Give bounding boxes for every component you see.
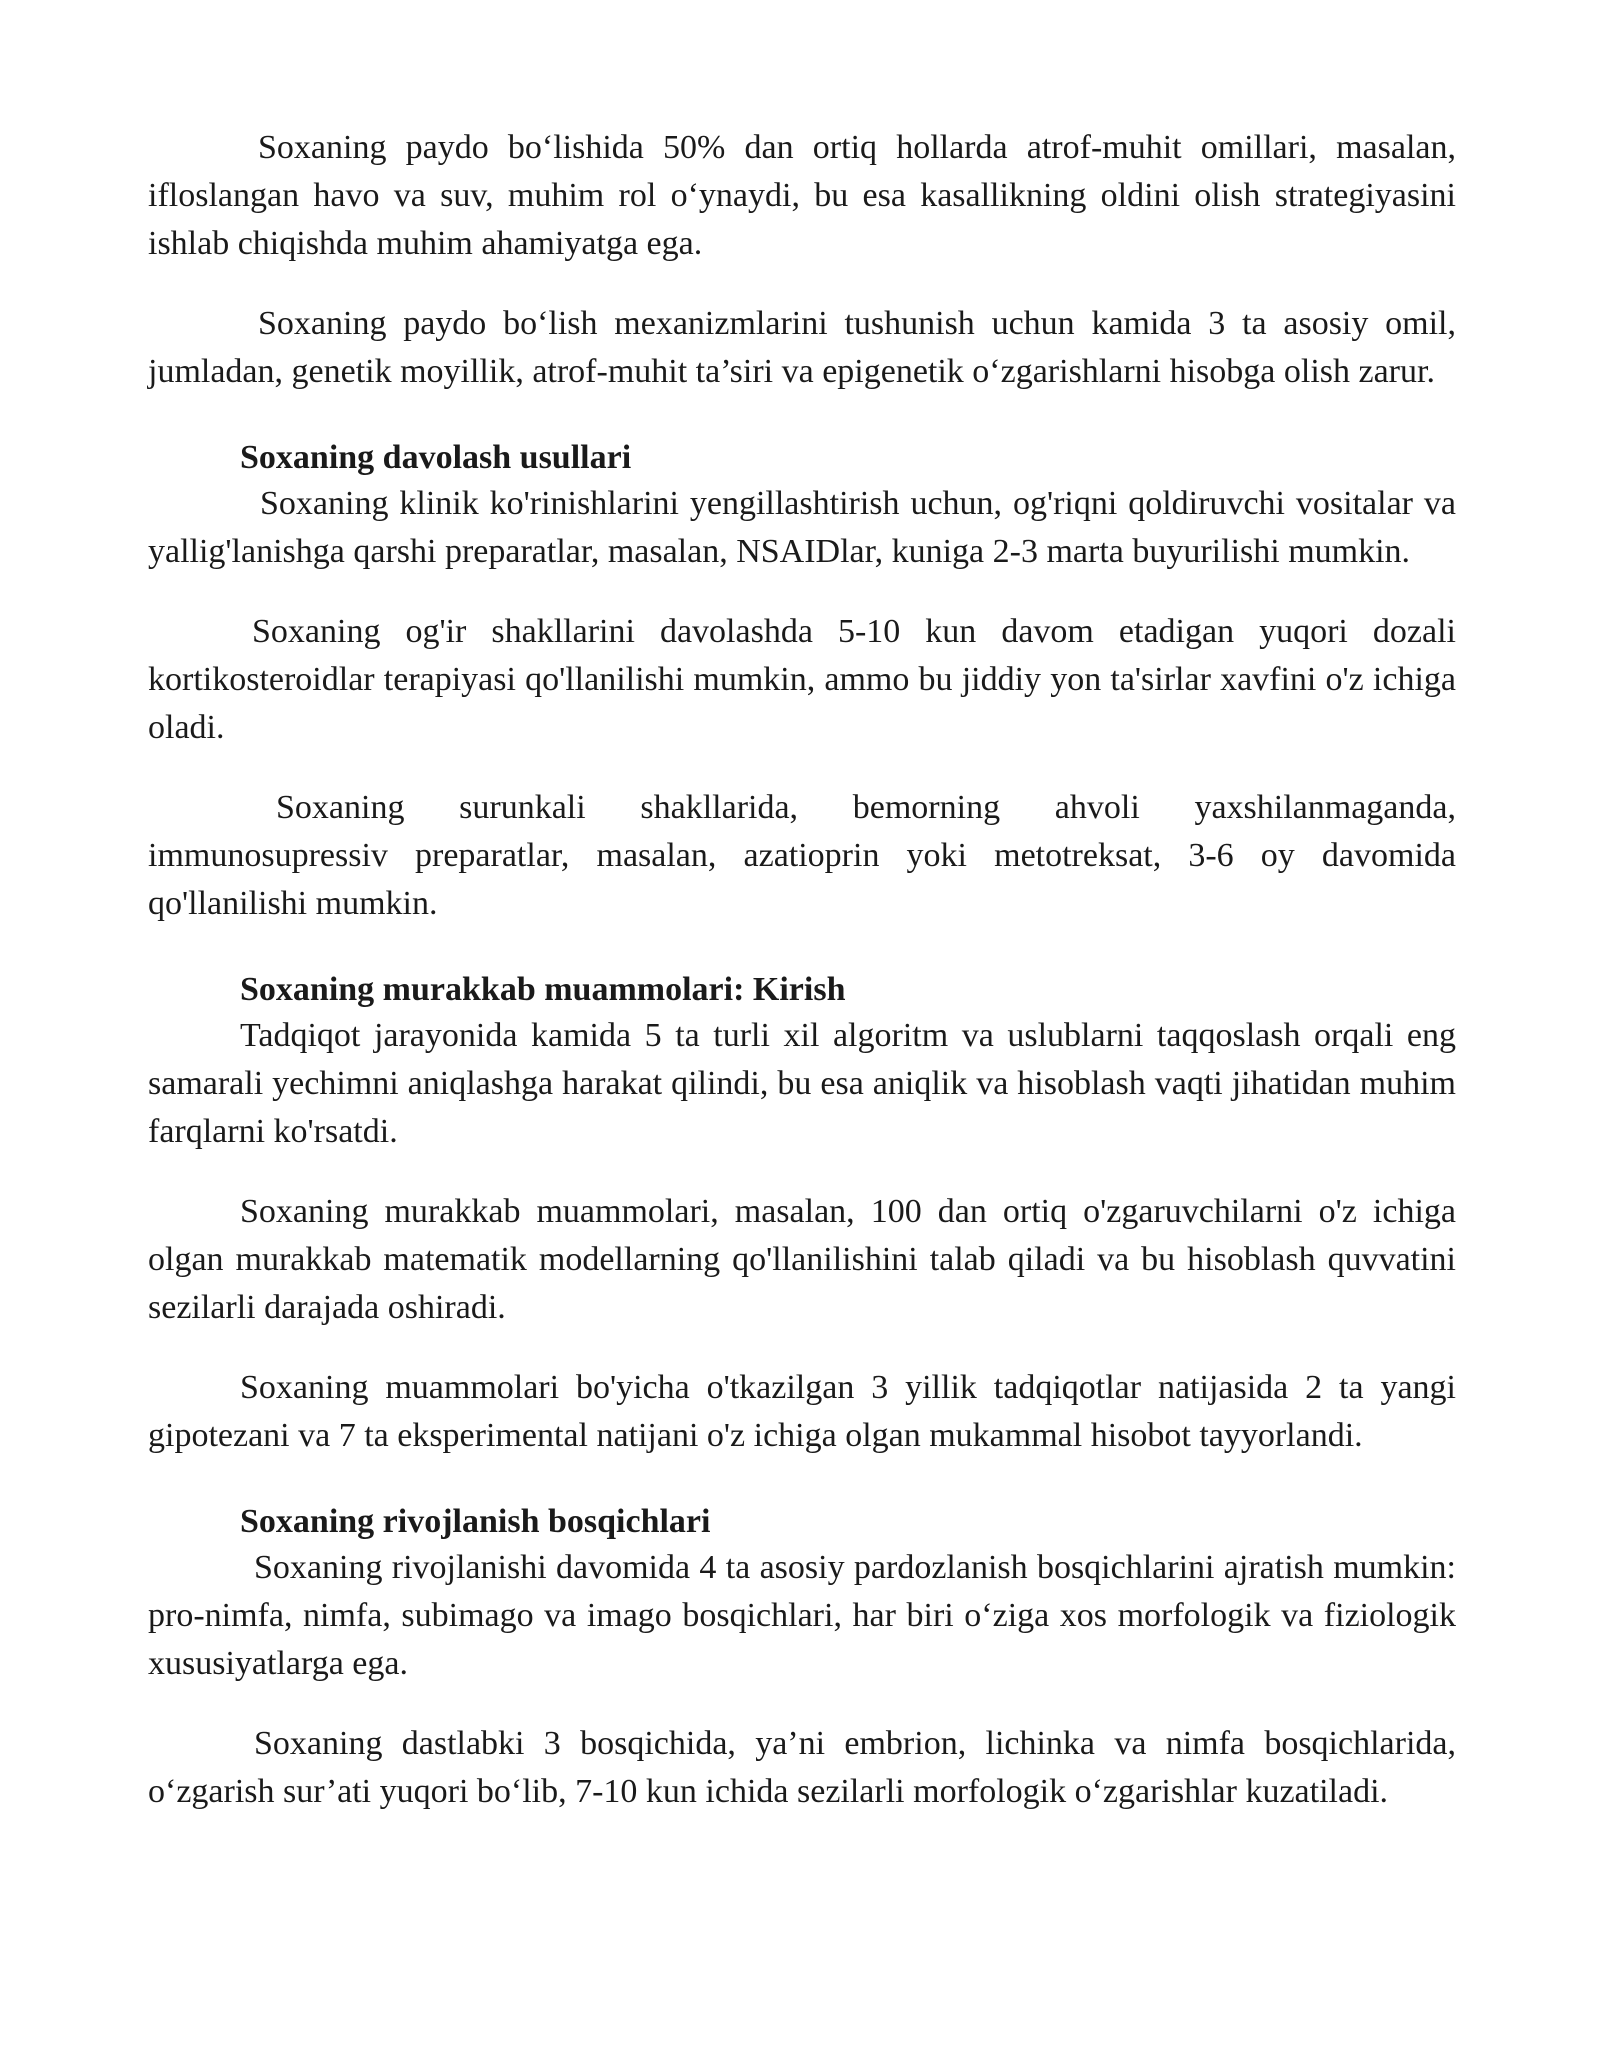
paragraph: Soxaning murakkab muammolari, masalan, 100 dan ortiq o'zgaruvchilarni o'z ichiga olgan murakkab matematik modellarning qo'llanilishini talab qiladi va bu hisoblash quvvatini sezilarli darajada oshiradi.	[148, 1193, 1456, 1326]
section-heading: Soxaning murakkab muammolari: Kirish	[240, 971, 846, 1008]
paragraph: Soxaning paydo bo‘lish mexanizmlarini tushunish uchun kamida 3 ta asosiy omil, jumladan, genetik moyillik, atrof-muhit ta’siri va epigenetik o‘zgarishlarni hisobga olish zarur.	[148, 305, 1456, 390]
paragraph: Soxaning muammolari bo'yicha o'tkazilgan 3 yillik tadqiqotlar natijasida 2 ta yangi gipotezani va 7 ta eksperimental natijani o'z ichiga olgan mukammal hisobot tayyorlandi.	[148, 1369, 1456, 1454]
section-heading: Soxaning davolash usullari	[240, 439, 632, 476]
section-heading: Soxaning rivojlanish bosqichlari	[240, 1503, 711, 1540]
paragraph: Soxaning rivojlanishi davomida 4 ta asosiy pardozlanish bosqichlarini ajratish mumkin: pro-nimfa, nimfa, subimago va imago bosqichlari, har biri o‘ziga xos morfologik va fiziologik xususiyatlarga ega.	[148, 1549, 1456, 1682]
paragraph: Soxaning surunkali shakllarida, bemorning ahvoli yaxshilanmaganda, immunosupressiv preparatlar, masalan, azatioprin yoki metotreksat, 3-6 oy davomida qo'llanilishi mumkin.	[148, 789, 1456, 922]
paragraph: Soxaning paydo bo‘lishida 50% dan ortiq hollarda atrof-muhit omillari, masalan, ifloslangan havo va suv, muhim rol o‘ynaydi, bu esa kasallikning oldini olish strategiyasini ishlab chiqishda muhim ahamiyatga ega.	[148, 129, 1456, 262]
paragraph: Soxaning og'ir shakllarini davolashda 5-10 kun davom etadigan yuqori dozali kortikosteroidlar terapiyasi qo'llanilishi mumkin, ammo bu jiddiy yon ta'sirlar xavfini o'z ichiga oladi.	[148, 613, 1456, 746]
paragraph: Tadqiqot jarayonida kamida 5 ta turli xil algoritm va uslublarni taqqoslash orqali eng samarali yechimni aniqlashga harakat qilindi, bu esa aniqlik va hisoblash vaqti jihatidan muhim farqlarni ko'rsatdi.	[148, 1017, 1456, 1150]
paragraph: Soxaning dastlabki 3 bosqichida, ya’ni embrion, lichinka va nimfa bosqichlarida, o‘zgarish sur’ati yuqori bo‘lib, 7-10 kun ichida sezilarli morfologik o‘zgarishlar kuzatiladi.	[148, 1725, 1456, 1810]
paragraph: Soxaning klinik ko'rinishlarini yengillashtirish uchun, og'riqni qoldiruvchi vositalar va yallig'lanishga qarshi preparatlar, masalan, NSAIDlar, kuniga 2-3 marta buyurilishi mumkin.	[148, 485, 1456, 570]
